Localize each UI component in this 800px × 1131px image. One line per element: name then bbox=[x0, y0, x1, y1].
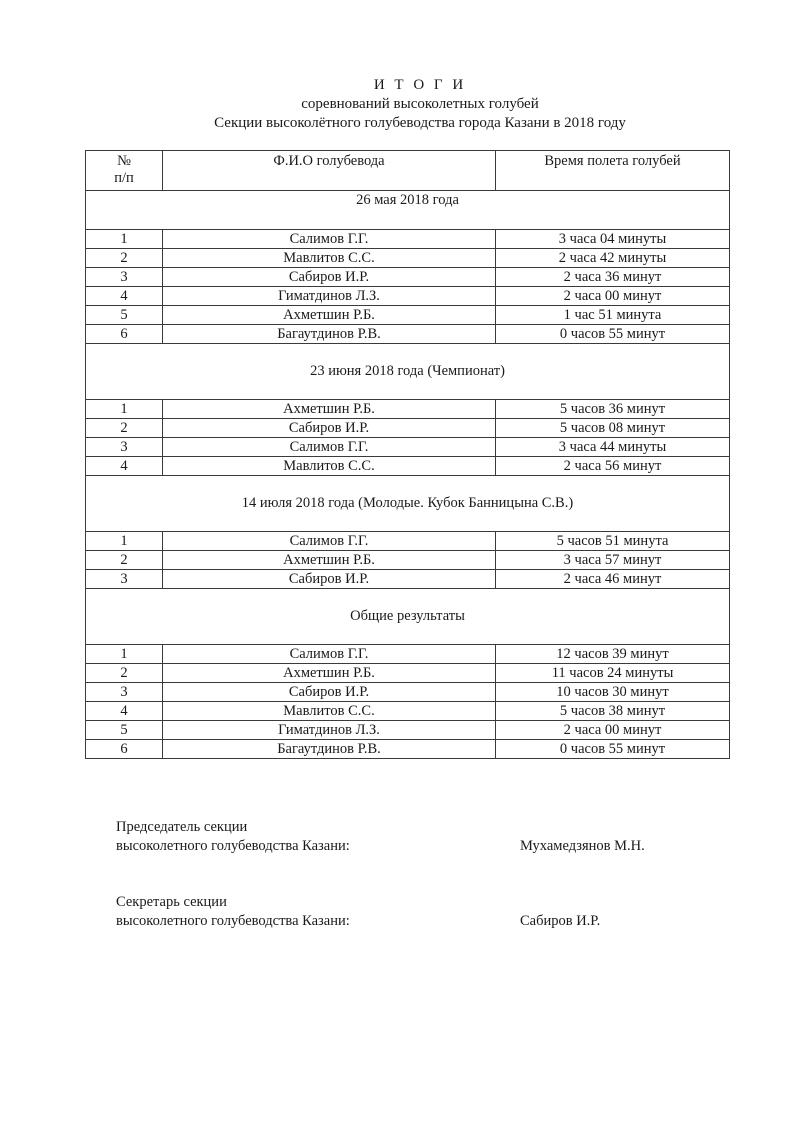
cell-time: 3 часа 57 минут bbox=[496, 551, 730, 570]
table-row bbox=[86, 740, 730, 759]
cell-number: 3 bbox=[86, 268, 163, 287]
table-row bbox=[86, 249, 730, 268]
section-header-row bbox=[86, 191, 730, 230]
header-time: Время полета голубей bbox=[496, 151, 730, 191]
cell-time: 10 часов 30 минут bbox=[496, 683, 730, 702]
header-number-symbol: № bbox=[117, 153, 131, 169]
signatures-section bbox=[116, 818, 716, 968]
cell-time: 5 часов 36 минут bbox=[496, 400, 730, 419]
table-row bbox=[86, 438, 730, 457]
cell-time: 3 часа 44 минуты bbox=[496, 438, 730, 457]
cell-number: 1 bbox=[86, 645, 163, 664]
cell-time: 12 часов 39 минут bbox=[496, 645, 730, 664]
cell-number: 2 bbox=[86, 664, 163, 683]
cell-name: Салимов Г.Г. bbox=[163, 645, 496, 664]
cell-number: 3 bbox=[86, 570, 163, 589]
cell-number: 6 bbox=[86, 325, 163, 344]
cell-time: 5 часов 08 минут bbox=[496, 419, 730, 438]
section-title: 14 июля 2018 года (Молодые. Кубок Банницына С.В.) bbox=[86, 476, 730, 532]
cell-name: Салимов Г.Г. bbox=[163, 438, 496, 457]
table-row bbox=[86, 551, 730, 570]
section-title: 26 мая 2018 года bbox=[86, 191, 730, 230]
cell-number: 3 bbox=[86, 683, 163, 702]
results-table bbox=[85, 150, 730, 759]
header-number bbox=[86, 151, 163, 191]
cell-time: 11 часов 24 минуты bbox=[496, 664, 730, 683]
cell-number: 2 bbox=[86, 249, 163, 268]
section-header-row bbox=[86, 344, 730, 400]
cell-time: 2 часа 42 минуты bbox=[496, 249, 730, 268]
section-header-row bbox=[86, 589, 730, 645]
cell-name: Мавлитов С.С. bbox=[163, 457, 496, 476]
cell-time: 5 часов 51 минута bbox=[496, 532, 730, 551]
cell-number: 6 bbox=[86, 740, 163, 759]
table-row bbox=[86, 570, 730, 589]
cell-number: 4 bbox=[86, 287, 163, 306]
signature-role-line2: высоколетного голубеводства Казани: bbox=[116, 913, 350, 929]
cell-number: 2 bbox=[86, 419, 163, 438]
cell-name: Ахметшин Р.Б. bbox=[163, 664, 496, 683]
header-name: Ф.И.О голубевода bbox=[163, 151, 496, 191]
cell-time: 0 часов 55 минут bbox=[496, 325, 730, 344]
document-subtitle-line1: соревнований высоколетных голубей bbox=[301, 96, 539, 112]
section-title: 23 июня 2018 года (Чемпионат) bbox=[86, 344, 730, 400]
table-row bbox=[86, 532, 730, 551]
table-row bbox=[86, 419, 730, 438]
cell-number: 1 bbox=[86, 230, 163, 249]
cell-time: 2 часа 36 минут bbox=[496, 268, 730, 287]
cell-name: Мавлитов С.С. bbox=[163, 702, 496, 721]
cell-name: Ахметшин Р.Б. bbox=[163, 400, 496, 419]
cell-number: 4 bbox=[86, 457, 163, 476]
cell-name: Багаутдинов Р.В. bbox=[163, 325, 496, 344]
signature-role-line1: Председатель секции bbox=[116, 819, 248, 835]
table-row bbox=[86, 702, 730, 721]
signature-role-line1: Секретарь секции bbox=[116, 894, 227, 910]
cell-number: 2 bbox=[86, 551, 163, 570]
cell-name: Гиматдинов Л.З. bbox=[163, 287, 496, 306]
cell-number: 4 bbox=[86, 702, 163, 721]
cell-time: 2 часа 00 минут bbox=[496, 721, 730, 740]
signature-role-line2: высоколетного голубеводства Казани: bbox=[116, 838, 350, 854]
cell-time: 2 часа 56 минут bbox=[496, 457, 730, 476]
cell-name: Сабиров И.Р. bbox=[163, 570, 496, 589]
signature-chairman bbox=[116, 818, 716, 856]
cell-name: Салимов Г.Г. bbox=[163, 532, 496, 551]
section-header-row bbox=[86, 476, 730, 532]
cell-name: Ахметшин Р.Б. bbox=[163, 551, 496, 570]
signature-name: Сабиров И.Р. bbox=[520, 913, 601, 929]
signature-secretary bbox=[116, 893, 716, 931]
table-row bbox=[86, 457, 730, 476]
table-row bbox=[86, 306, 730, 325]
results-body bbox=[86, 191, 730, 759]
cell-number: 3 bbox=[86, 438, 163, 457]
cell-number: 5 bbox=[86, 306, 163, 325]
table-row bbox=[86, 230, 730, 249]
cell-number: 5 bbox=[86, 721, 163, 740]
cell-name: Ахметшин Р.Б. bbox=[163, 306, 496, 325]
cell-name: Сабиров И.Р. bbox=[163, 683, 496, 702]
table-row bbox=[86, 721, 730, 740]
cell-time: 1 час 51 минута bbox=[496, 306, 730, 325]
header-number-abbr: п/п bbox=[114, 170, 134, 186]
cell-number: 1 bbox=[86, 400, 163, 419]
cell-name: Салимов Г.Г. bbox=[163, 230, 496, 249]
table-row bbox=[86, 325, 730, 344]
table-row bbox=[86, 287, 730, 306]
document-subtitle-line2: Секции высоколётного голубеводства города Казани в 2018 году bbox=[214, 115, 626, 131]
cell-time: 5 часов 38 минут bbox=[496, 702, 730, 721]
table-header-row bbox=[86, 151, 730, 191]
document-title-block bbox=[0, 76, 800, 133]
table-row bbox=[86, 645, 730, 664]
cell-time: 0 часов 55 минут bbox=[496, 740, 730, 759]
table-row bbox=[86, 400, 730, 419]
table-row bbox=[86, 268, 730, 287]
cell-name: Сабиров И.Р. bbox=[163, 419, 496, 438]
cell-name: Гиматдинов Л.З. bbox=[163, 721, 496, 740]
table-row bbox=[86, 664, 730, 683]
cell-name: Мавлитов С.С. bbox=[163, 249, 496, 268]
cell-time: 2 часа 00 минут bbox=[496, 287, 730, 306]
cell-number: 1 bbox=[86, 532, 163, 551]
cell-time: 2 часа 46 минут bbox=[496, 570, 730, 589]
table-row bbox=[86, 683, 730, 702]
cell-time: 3 часа 04 минуты bbox=[496, 230, 730, 249]
cell-name: Багаутдинов Р.В. bbox=[163, 740, 496, 759]
signature-name: Мухамедзянов М.Н. bbox=[520, 838, 645, 854]
section-title: Общие результаты bbox=[86, 589, 730, 645]
document-title: И Т О Г И bbox=[373, 77, 467, 93]
cell-name: Сабиров И.Р. bbox=[163, 268, 496, 287]
